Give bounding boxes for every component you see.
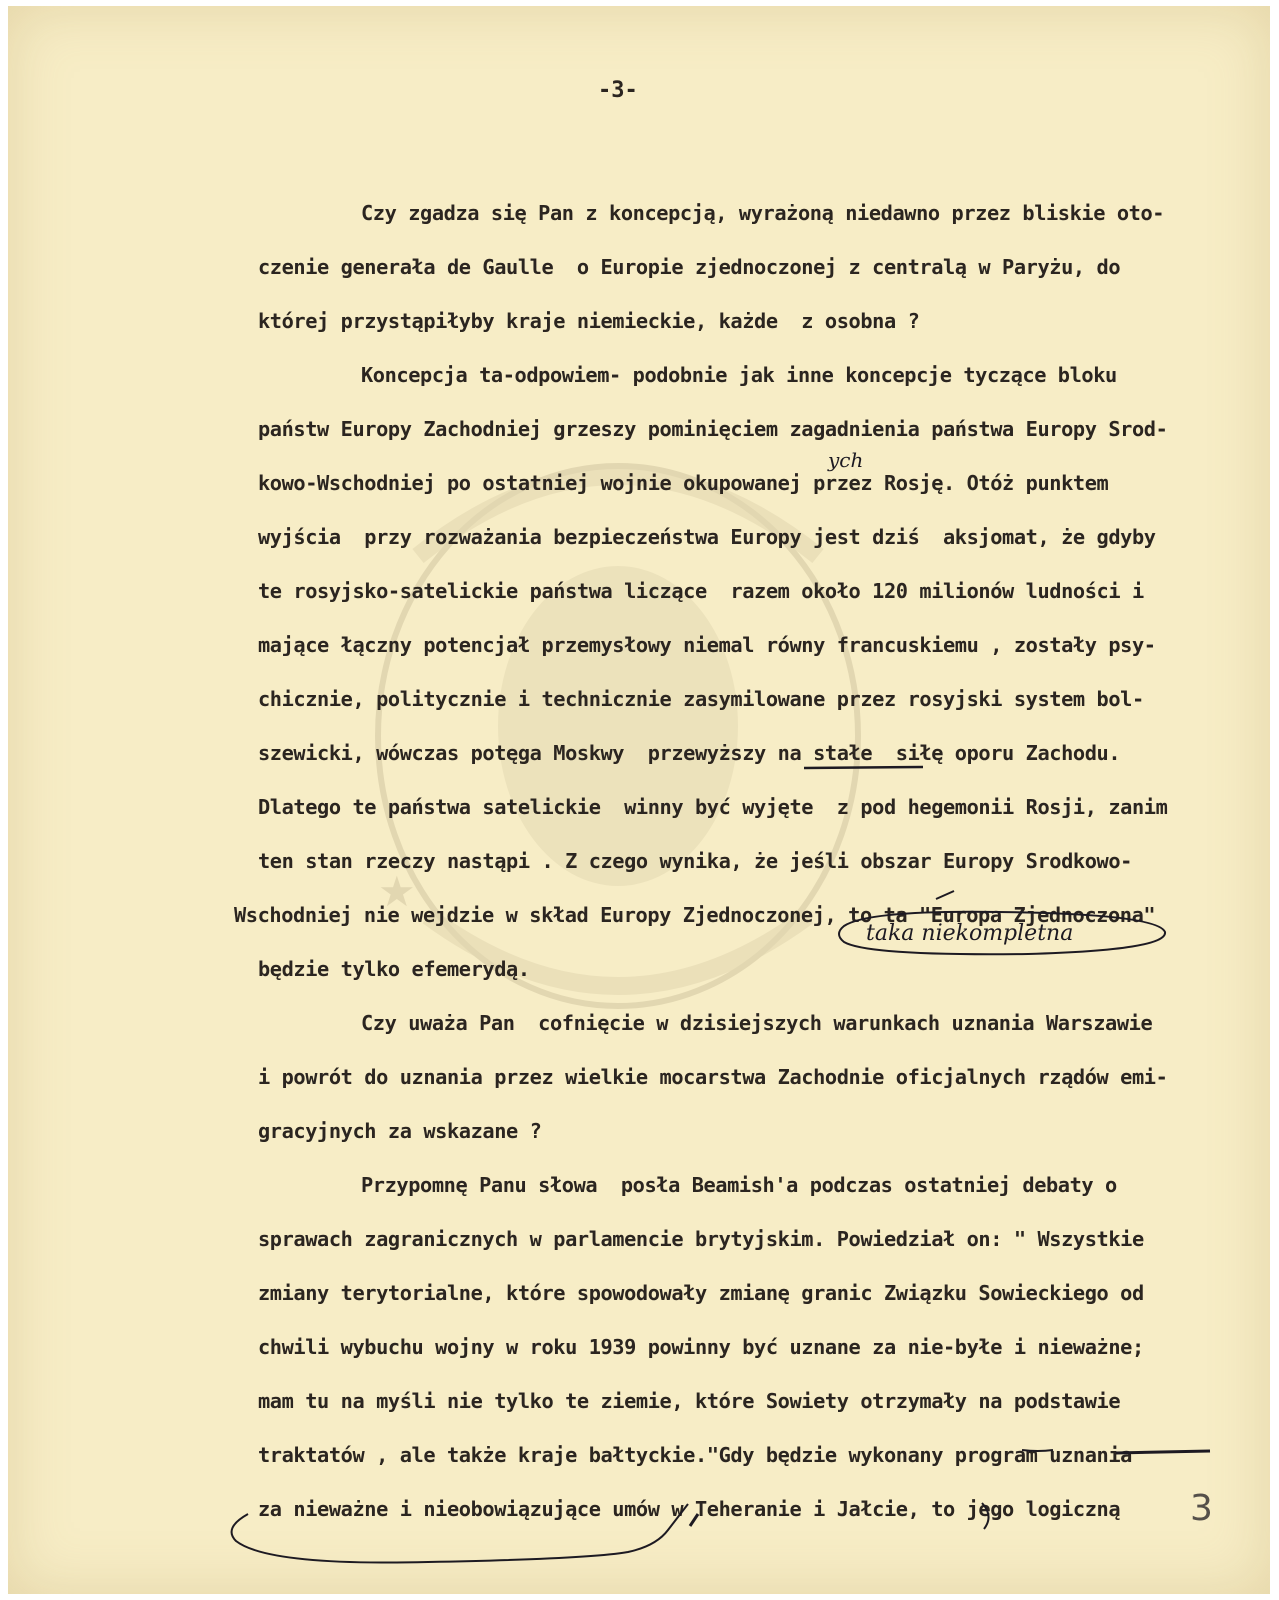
text-line: traktatów , ale także kraje bałtyckie."Gdy będzie wykonany program uznania (258, 1443, 1132, 1467)
text-line: której przystąpiłyby kraje niemieckie, każde z osobna ? (258, 309, 920, 333)
text-line: ten stan rzeczy nastąpi . Z czego wynika, że jeśli obszar Europy Srodkowo- (258, 849, 1132, 873)
strike-mark (936, 891, 954, 899)
text-line: Dlatego te państwa satelickie winny być wyjęte z pod hegemonii Rosji, zanim (258, 795, 1168, 819)
text-line: wyjścia przy rozważania bezpieczeństwa Europy jest dziś aksjomat, że gdyby (258, 525, 1156, 549)
text-line: szewicki, wówczas potęga Moskwy przewyższy na stałe siłę oporu Zachodu. (258, 741, 1121, 765)
text-line: chicznie, politycznie i technicznie zasymilowane przez rosyjski system bol- (258, 687, 1144, 711)
text-line: Wschodniej nie wejdzie w skład Europy Zjednoczonej, to ta "Europa Zjednoczona" (234, 903, 1156, 927)
svg-text:★: ★ (378, 867, 416, 916)
text-line: Przypomnę Panu słowa posła Beamish'a podczas ostatniej debaty o (361, 1173, 1117, 1197)
text-line: czenie generała de Gaulle o Europie zjednoczonej z centralą w Paryżu, do (258, 255, 1121, 279)
text-line: kowo-Wschodniej po ostatniej wojnie okupowanej przez Rosję. Otóż punktem (258, 471, 1109, 495)
text-line: chwili wybuchu wojny w roku 1939 powinny być uznane za nie-byłe i nieważne; (258, 1335, 1144, 1359)
text-line: państw Europy Zachodniej grzeszy pominięciem zagadnienia państwa Europy Srod- (258, 417, 1168, 441)
text-line: za nieważne i nieobowiązujące umów w Teheranie i Jałcie, to jego logiczną (258, 1497, 1121, 1521)
document-page (8, 6, 1270, 1594)
handwritten-page-number: 3 (1190, 1488, 1213, 1529)
text-line: Koncepcja ta-odpowiem- podobnie jak inne koncepcje tyczące bloku (361, 363, 1117, 387)
text-line: Czy zgadza się Pan z koncepcją, wyrażoną niedawno przez bliskie oto- (361, 201, 1165, 225)
text-line: będzie tylko efemerydą. (258, 957, 530, 981)
handwritten-margin-note: taka niekompletna (866, 921, 1074, 946)
text-line: mające łączny potencjał przemysłowy niemal równy francuskiemu , zostały psy- (258, 633, 1156, 657)
text-line: gracyjnych za wskazane ? (258, 1119, 542, 1143)
text-line: te rosyjsko-satelickie państwa liczące razem około 120 milionów ludności i (258, 579, 1144, 603)
handwritten-correction: ych (828, 448, 864, 472)
text-line: zmiany terytorialne, które spowodowały zmianę granic Związku Sowieckiego od (258, 1281, 1144, 1305)
page-marker: -3- (598, 78, 638, 103)
text-line: mam tu na myśli nie tylko te ziemie, które Sowiety otrzymały na podstawie (258, 1389, 1121, 1413)
text-line: Czy uważa Pan cofnięcie w dzisiejszych warunkach uznania Warszawie (361, 1011, 1153, 1035)
text-line: i powrót do uznania przez wielkie mocarstwa Zachodnie oficjalnych rządów emi- (258, 1065, 1168, 1089)
text-line: sprawach zagranicznych w parlamencie brytyjskim. Powiedział on: " Wszystkie (258, 1227, 1144, 1251)
